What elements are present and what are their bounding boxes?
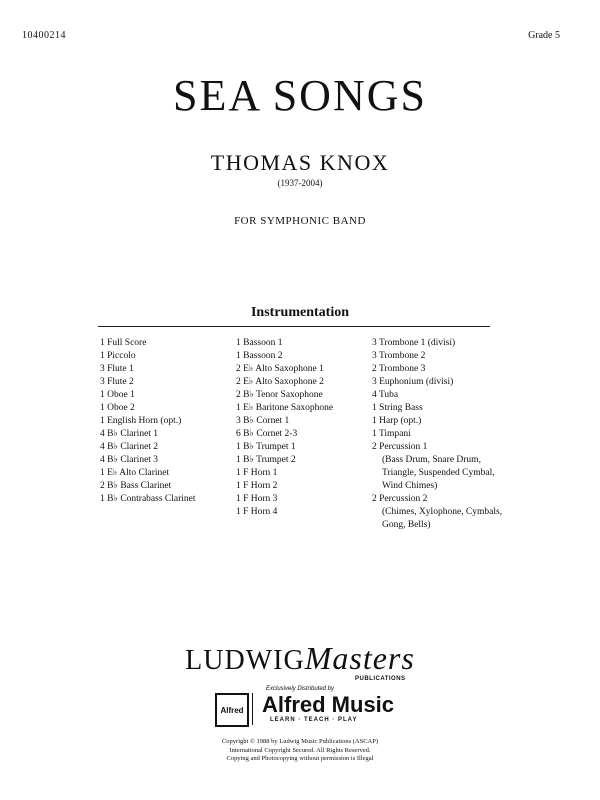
- ensemble-subtitle: FOR SYMPHONIC BAND: [234, 215, 366, 227]
- instrument-item: 3 Flute 2: [100, 377, 134, 387]
- instrument-column-2: [236, 337, 333, 519]
- instrument-item: 4 B♭ Clarinet 2: [100, 442, 159, 452]
- instrument-item: 1 Piccolo: [100, 351, 136, 361]
- copyright-line: Copyright © 1988 by Ludwig Music Publications (ASCAP): [221, 738, 379, 745]
- instrument-item: 1 E♭ Baritone Saxophone: [236, 403, 334, 413]
- copyright-line: Copying and Photocopying without permission is Illegal: [226, 755, 374, 762]
- instrument-item: 4 B♭ Clarinet 1: [100, 429, 159, 439]
- copyright-notice: [0, 738, 600, 764]
- instrument-item: 2 E♭ Alto Saxophone 2: [236, 377, 324, 387]
- alfred-music-wordmark: Alfred Music: [262, 692, 395, 717]
- instrument-column-3: [372, 337, 502, 532]
- instrument-item: 1 String Bass: [372, 403, 423, 413]
- instrument-item: 1 F Horn 1: [236, 468, 278, 478]
- alfred-tagline: LEARN · TEACH · PLAY: [270, 717, 358, 723]
- instrument-item: 1 Bassoon 2: [236, 351, 283, 361]
- publications-label: PUBLICATIONS: [355, 676, 406, 682]
- instrument-item: 1 B♭ Trumpet 1: [236, 442, 296, 452]
- instrument-item: 2 B♭ Bass Clarinet: [100, 481, 172, 491]
- instrument-item: 1 English Horn (opt.): [100, 416, 182, 426]
- instrument-subitem: Triangle, Suspended Cymbal,: [382, 468, 495, 478]
- instrument-item: 1 F Horn 4: [236, 507, 278, 517]
- instrument-item: 1 F Horn 2: [236, 481, 278, 491]
- ludwig-wordmark: [185, 640, 415, 676]
- instrument-item: 2 B♭ Tenor Saxophone: [236, 390, 323, 400]
- instrument-item: 4 Tuba: [372, 390, 399, 400]
- instrument-subitem: (Chimes, Xylophone, Cymbals,: [382, 507, 503, 517]
- instrument-item: 1 Bassoon 1: [236, 338, 283, 348]
- alfred-logo-icon: [215, 693, 249, 727]
- instrument-item: 6 B♭ Cornet 2-3: [236, 429, 298, 439]
- instrument-item: 1 E♭ Alto Clarinet: [100, 468, 170, 478]
- instrument-item: 2 Trombone 3: [372, 364, 426, 374]
- instrument-item: 1 Oboe 2: [100, 403, 135, 413]
- instrument-subitem: Gong, Bells): [382, 520, 431, 530]
- instrumentation-heading: Instrumentation: [250, 305, 349, 320]
- instrument-subitem: (Bass Drum, Snare Drum,: [382, 455, 481, 465]
- ludwig-text: LUDWIG: [185, 645, 305, 676]
- catalog-number: 10400214: [22, 30, 66, 41]
- instrument-item: 3 Trombone 2: [372, 351, 426, 361]
- page-title: SEA SONGS: [173, 71, 427, 120]
- instrument-subitem: Wind Chimes): [382, 481, 438, 491]
- grade-label: Grade 5: [528, 30, 560, 41]
- instrument-item: 1 B♭ Trumpet 2: [236, 455, 296, 465]
- heading-rule: [98, 326, 490, 327]
- instrument-item: 1 Harp (opt.): [372, 416, 422, 426]
- copyright-line: International Copyright Secured. All Rights Reserved.: [229, 746, 371, 754]
- instrument-column-1: [100, 337, 196, 506]
- alfred-box-text: Alfred: [220, 705, 244, 715]
- instrument-item: 2 Percussion 2: [372, 494, 428, 504]
- instrument-item: 4 B♭ Clarinet 3: [100, 455, 159, 465]
- instrument-item: 1 Full Score: [100, 338, 147, 348]
- instrument-item: 2 E♭ Alto Saxophone 1: [236, 364, 324, 374]
- instrument-item: 3 Trombone 1 (divisi): [372, 338, 456, 348]
- distributed-by-label: Exclusively Distributed by: [265, 686, 335, 692]
- instrument-item: 1 Timpani: [372, 429, 411, 439]
- instrument-item: 1 F Horn 3: [236, 494, 278, 504]
- instrument-item: 1 B♭ Contrabass Clarinet: [100, 494, 196, 504]
- instrument-item: 2 Percussion 1: [372, 442, 428, 452]
- composer-name: THOMAS KNOX: [210, 150, 390, 175]
- logo-divider: [252, 693, 253, 725]
- instrument-item: 3 B♭ Cornet 1: [236, 416, 290, 426]
- masters-text: Masters: [304, 640, 415, 676]
- composer-dates: (1937-2004): [277, 178, 323, 188]
- publisher-logo: [0, 640, 600, 677]
- instrument-item: 3 Flute 1: [100, 364, 134, 374]
- instrument-item: 1 Oboe 1: [100, 390, 135, 400]
- instrument-item: 3 Euphonium (divisi): [372, 377, 454, 387]
